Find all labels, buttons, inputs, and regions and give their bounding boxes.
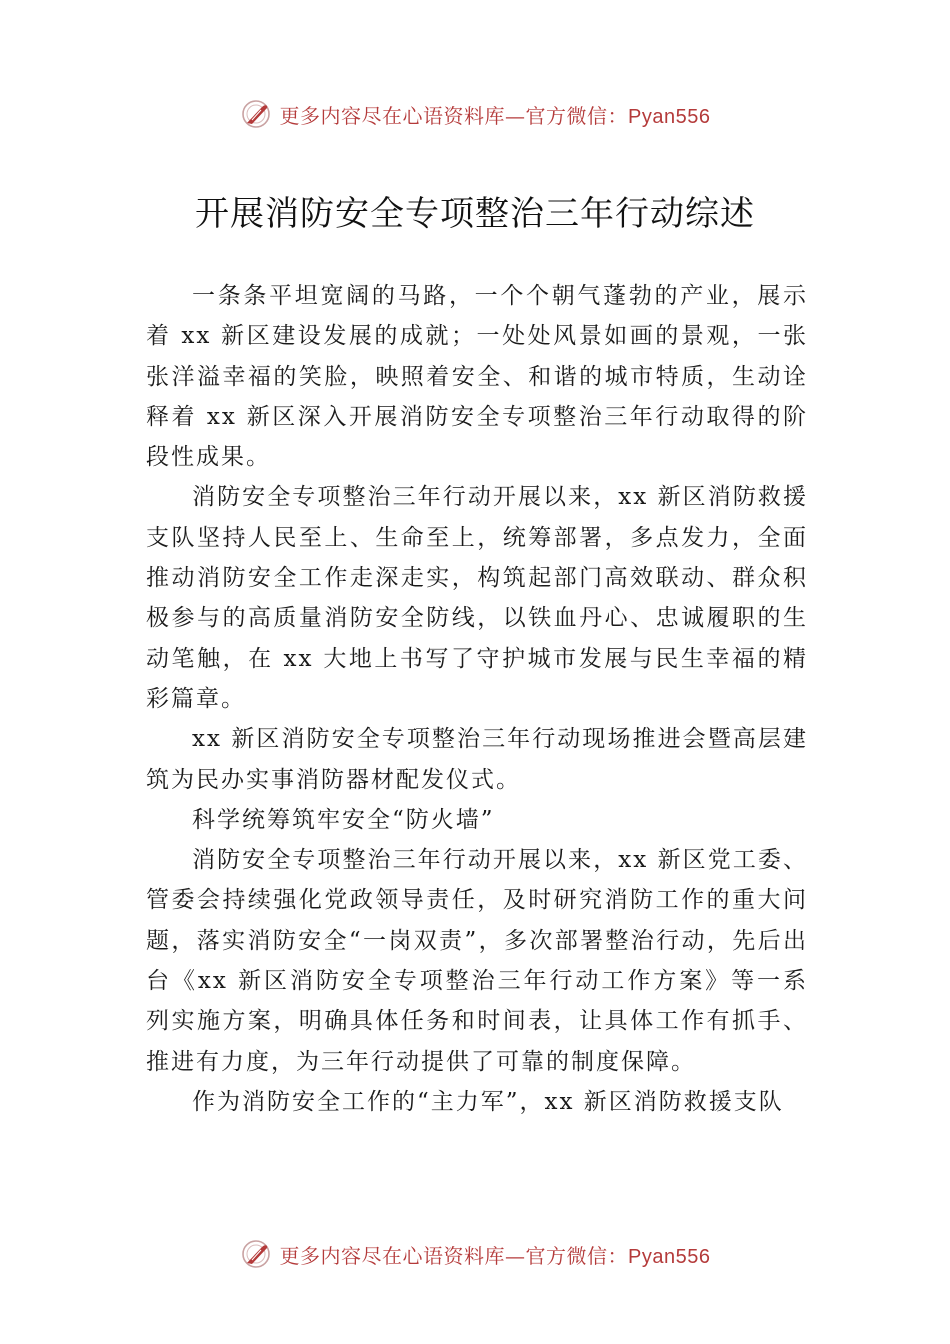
banner-separator: — xyxy=(505,1243,526,1268)
banner-separator: — xyxy=(505,103,526,128)
paragraph: 消防安全专项整治三年行动开展以来，xx 新区消防救援支队坚持人民至上、生命至上，统筹部署，多点发力，全面推动消防安全工作走深走实，构筑起部门高效联动、群众积极参与的高质量消防安全防线，以铁血丹心、忠诚履职的生动笔触，在 xx 大地上书写了守护城市发展与民生幸福的精彩篇章。 xyxy=(146,484,808,712)
section-heading: 科学统筹筑牢安全“防火墙” xyxy=(192,806,495,833)
paragraph: 消防安全专项整治三年行动开展以来，xx 新区党工委、管委会持续强化党政领导责任，及时研究消防工作的重大问题，落实消防安全“一岗双责”，多次部署整治行动，先后出台《xx 新区消防安全专项整治三年行动工作方案》等一系列实施方案，明确具体任务和时间表，让具体工作有抓手、推进有力度，为三年行动提供了可靠的制度保障。 xyxy=(146,847,808,1075)
quill-logo-icon xyxy=(240,1238,272,1270)
banner-main: 更多内容尽在心语资料库 xyxy=(279,103,506,128)
paragraph: 一条条平坦宽阔的马路，一个个朝气蓬勃的产业，展示着 xx 新区建设发展的成就；一处处风景如画的景观，一张张洋溢幸福的笑脸，映照着安全、和谐的城市特质，生动诠释着 xx 新区深入开展消防安全专项整治三年行动取得的阶段性成果。 xyxy=(146,283,808,471)
paragraph: xx 新区消防安全专项整治三年行动现场推进会暨高层建筑为民办实事消防器材配发仪式。 xyxy=(146,726,808,793)
banner-main: 更多内容尽在心语资料库 xyxy=(279,1243,506,1268)
quill-logo-icon xyxy=(240,98,272,130)
banner-wechat-id: Pyan556 xyxy=(628,1245,711,1268)
document-body xyxy=(146,276,808,1122)
banner-label: 官方微信： xyxy=(525,1243,629,1268)
banner-text xyxy=(280,100,711,129)
paragraph: 作为消防安全工作的“主力军”，xx 新区消防救援支队 xyxy=(192,1088,784,1115)
header-banner xyxy=(0,94,950,134)
banner-wechat-id: Pyan556 xyxy=(628,105,711,128)
footer-banner xyxy=(0,1234,950,1274)
banner-label: 官方微信： xyxy=(525,103,629,128)
banner-text xyxy=(280,1240,711,1269)
document-title: 开展消防安全专项整治三年行动综述 xyxy=(195,194,755,234)
